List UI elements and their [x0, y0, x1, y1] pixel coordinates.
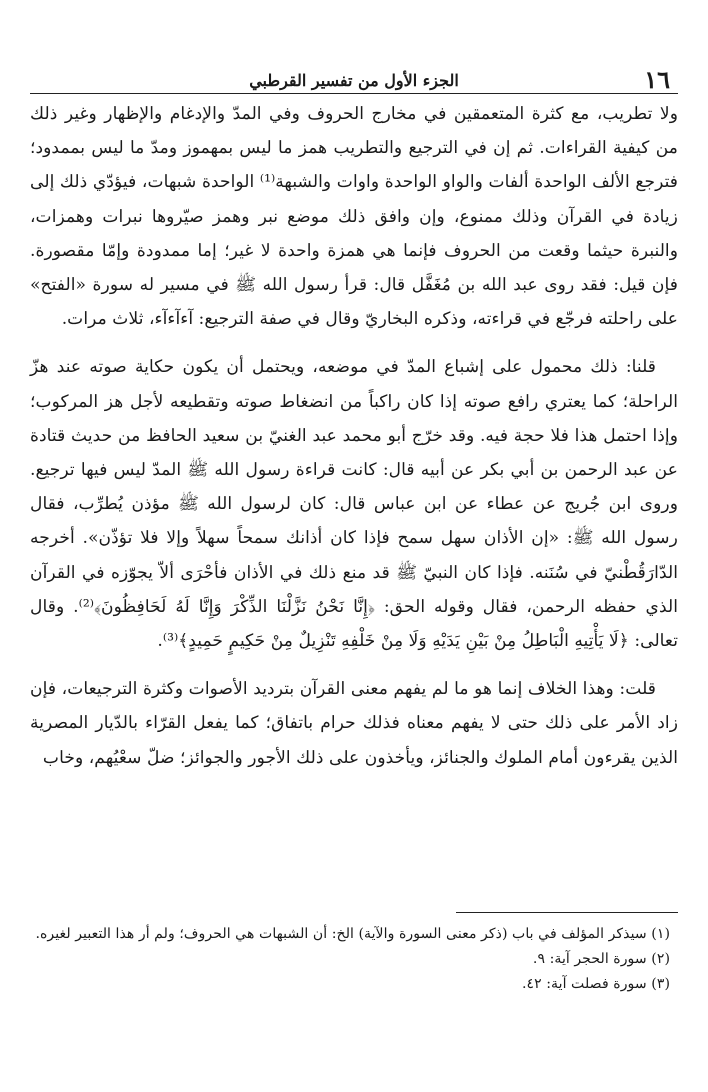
paragraph-3: قلت: وهذا الخلاف إنما هو ما لم يفهم معنى القرآن بترديد الأصوات وكثرة الترجيعات، فإن زاد الأمر على ذلك حتى لا يفهم معناه فذلك حرام باتفاق؛ كما يفعل القرّاء بالدّيار المصرية الذين يقرءون أمام الملوك والجنائز، ويأخذون على ذلك الأجور والجوائز؛ ضلّ سعْيُهم، وخاب — [30, 679, 678, 768]
footnote-3: (٣) سورة فصلت آية: ٤٢. — [521, 976, 670, 992]
footnote-divider — [456, 912, 678, 913]
page-number: ١٦ — [644, 65, 670, 94]
paragraph-2: قلنا: ذلك محمول على إشباع المدّ في موضعه، ويحتمل أن يكون حكاية صوته عند هزّ الراحلة؛ كما يعتري رافع صوته إذا كان راكباً من انضغاط صوته وتقطيعه لأجل هز المركوب؛ وإذا احتمل هذا فلا حجة فيه. وقد خرّج أبو محمد عبد الغنيّ بن سعيد الحافظ من حديث قتادة عن عبد الرحمن بن أبي بكر عن أبيه قال: كانت قراءة رسول الله ﷺ المدّ ليس فيها ترجيع. وروى ابن جُريج عن عطاء عن ابن عباس قال: كان لرسول الله ﷺ مؤذن يُطرِّب، فقال رسول الله ﷺ: «إن الأذان سهل سمح فإذا كان أذانك سمحاً سهلاً وإلا فلا تؤذّن». أخرجه الدّارَقُطْنيّ في سُنَنه. فإذا كان النبيّ ﷺ قد منع ذلك في الأذان فأحْرَى ألاّ يجوّزه في القرآن الذي حفظه الرحمن، فقال وقوله الحق: ﴿إِنَّا نَحْنُ نَزَّلْنَا الذِّكْرَ وَإِنَّا لَهُ لَحَافِظُونَ﴾⁽²⁾. وقال تعالى: ﴿لَا يَأْتِيهِ الْبَاطِلُ مِنْ بَيْنِ يَدَيْهِ وَلَا مِنْ خَلْفِهِ تَنْزِيلٌ مِنْ حَكِيمٍ حَمِيدٍ﴾⁽³⁾. — [30, 357, 678, 652]
header-divider — [30, 93, 678, 94]
footnote-2: (٢) سورة الحجر آية: ٩. — [532, 951, 670, 967]
main-text — [30, 97, 678, 775]
running-title: الجزء الأول من تفسير القرطبي — [249, 71, 459, 90]
page-header — [30, 58, 678, 92]
paragraph-1: ولا تطريب، مع كثرة المتعمقين في مخارج الحروف وفي المدّ والإدغام والإظهار وغير ذلك من كيفية القراءات. ثم إن في الترجيع والتطريب همز ما ليس بمهموز ومدّ ما ليس بممدود؛ فترجع الألف الواحدة ألفات والواو الواحدة واوات والشبهة⁽¹⁾ الواحدة شبهات، فيؤدّي ذلك إلى زيادة في القرآن وذلك ممنوع، وإن وافق ذلك موضع نبر وهمز صيّروها نبرات وهمزات، والنبرة حيثما وقعت من الحروف فإنما هي همزة واحدة لا غير؛ إما ممدودة وإمّا مقصورة. فإن قيل: فقد روى عبد الله بن مُغَفَّل قال: قرأ رسول الله ﷺ في مسير له سورة «الفتح» على راحلته فرجّع في قراءته، وذكره البخاريّ وقال في صفة الترجيع: آءآءآء، ثلاث مرات. — [30, 104, 678, 330]
footnote-1: (١) سيذكر المؤلف في باب (ذكر معنى السورة والآية) الخ: أن الشبهات هي الحروف؛ ولم أر هذا التعبير لغيره. — [35, 926, 670, 942]
footnotes — [30, 922, 678, 997]
